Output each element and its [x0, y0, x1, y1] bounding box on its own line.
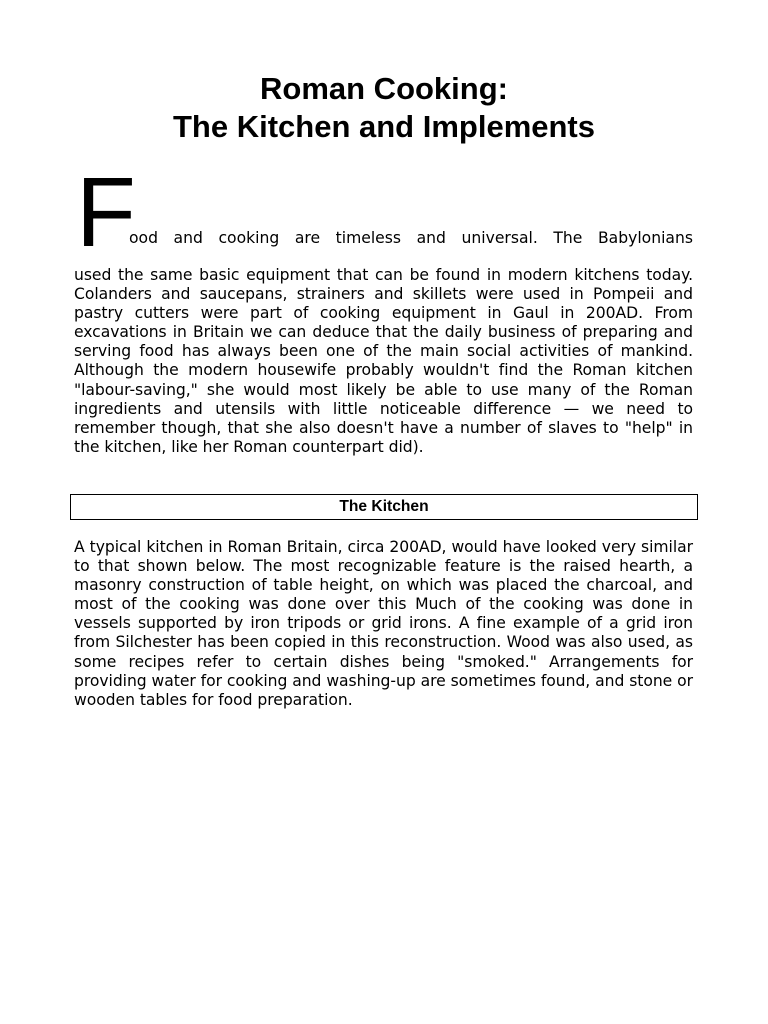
drop-cap: F [76, 157, 136, 267]
page-title-line-1: Roman Cooking: [260, 71, 508, 106]
section-heading-box [70, 494, 698, 520]
section-paragraph: A typical kitchen in Roman Britain, circa 200AD, would have looked very similar to that shown below. The most recognizable feature is the raised hearth, a masonry construction of table height, on which was placed the charcoal, and most of the cooking was done over this Much of the cooking was done in vessels supported by iron tripods or grid irons. A fine example of a grid iron from Silchester has been copied in this reconstruction. Wood was also used, as some recipes refer to certain dishes being "smoked." Arrangements for providing water for cooking and washing-up are sometimes found, and stone or wooden tables for food preparation. [74, 538, 693, 709]
page-title [0, 70, 768, 146]
intro-paragraph: used the same basic equipment that can be found in modern kitchens today. Colanders and saucepans, strainers and skillets were used in Pompeii and pastry cutters were part of cooking equipment in Gaul in 200AD. From excavations in Britain we can deduce that the daily business of preparing and serving food has always been one of the main social activities of mankind. Although the modern housewife probably wouldn't find the Roman kitchen "labour-saving," she would most likely be able to use many of the Roman ingredients and utensils with little noticeable difference — we need to remember though, that she also doesn't have a number of slaves to "help" in the kitchen, like her Roman counterpart did). [74, 266, 693, 456]
intro-first-line: ood and cooking are timeless and universal. The Babylonians [129, 229, 693, 247]
page-title-line-2: The Kitchen and Implements [172, 109, 595, 144]
section-heading: The Kitchen [339, 498, 429, 515]
